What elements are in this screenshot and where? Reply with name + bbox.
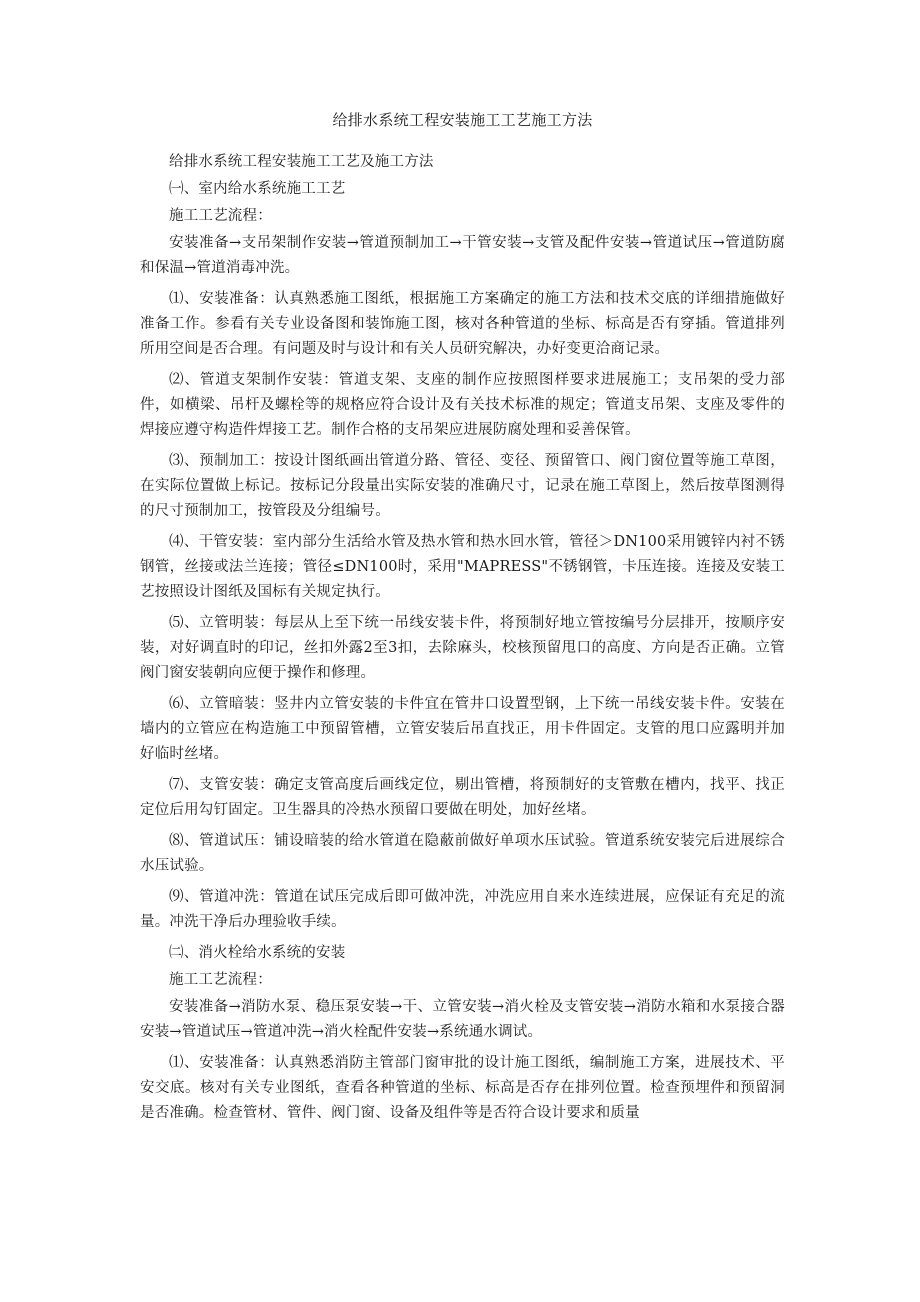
process-flow-steps-2: 安装准备→消防水泵、稳压泵安装→干、立管安装→消火栓及支管安装→消防水箱和水泵接合器安装→管道试压→管道冲洗→消火栓配件安装→系统通水调试。 [140, 999, 785, 1040]
paragraph-heading: 给排水系统工程安装施工工艺及施工方法 [169, 154, 434, 170]
step-6-concealed-riser: ⑹、立管暗装：竖井内立管安装的卡件宜在管井口设置型钢，上下统一吊线安装卡件。安装在墙内的立管应在构造施工中预留管槽，立管安装后吊直找正，用卡件固定。支管的甩口应露明并加好临时丝堵。 [140, 696, 785, 762]
process-flow-label-2: 施工工艺流程： [169, 972, 272, 988]
section-heading-indoor-water-supply: ㈠、室内给水系统施工工艺 [169, 181, 346, 197]
step-9-flushing: ⑼、管道冲洗：管道在试压完成后即可做冲洗，冲洗应用自来水连续进展，应保证有充足的流量。冲洗干净后办理验收手续。 [140, 889, 785, 930]
step-2-pipe-support: ⑵、管道支架制作安装：管道支架、支座的制作应按照图样要求进展施工；支吊架的受力部件，如横梁、吊杆及螺栓等的规格应符合设计及有关技术标准的规定；管道支吊架、支座及零件的焊接应遵守构造件焊接工艺。制作合格的支吊架应进展防腐处理和妥善保管。 [140, 372, 785, 438]
section-heading-fire-hydrant: ㈡、消火栓给水系统的安装 [169, 945, 346, 961]
step-3-prefabrication: ⑶、预制加工：按设计图纸画出管道分路、管径、变径、预留管口、阀门窗位置等施工草图，在实际位置做上标记。按标记分段量出实际安装的准确尺寸，记录在施工草图上，然后按草图测得的尺寸预制加工，按管段及分组编号。 [140, 453, 785, 519]
step-8-pressure-test: ⑻、管道试压：铺设暗装的给水管道在隐蔽前做好单项水压试验。管道系统安装完后进展综合水压试验。 [140, 833, 785, 874]
document-title: 给排水系统工程安装施工工艺施工方法 [332, 111, 593, 129]
step-5-exposed-riser: ⑸、立管明装：每层从上至下统一吊线安装卡件，将预制好地立管按编号分层排开，按顺序安装，对好调直时的印记，丝扣外露2至3扣，去除麻头，校核预留甩口的高度、方向是否正确。立管阀门窗安装朝向应便于操作和修理。 [140, 615, 785, 681]
fire-step-1-preparation: ⑴、安装准备：认真熟悉消防主管部门窗审批的设计施工图纸，编制施工方案，进展技术、平安交底。核对有关专业图纸，查看各种管道的坐标、标高是否存在排列位置。检查预埋件和预留洞是否准确。检查管材、管件、阀门窗、设备及组件等是否符合设计要求和质量 [140, 1055, 785, 1121]
process-flow-steps: 安装准备→支吊架制作安装→管道预制加工→干管安装→支管及配件安装→管道试压→管道防腐和保温→管道消毒冲洗。 [140, 235, 785, 276]
step-4-main-pipe: ⑷、干管安装：室内部分生活给水管及热水管和热水回水管，管径＞DN100采用镀锌内衬不锈钢管，丝接或法兰连接；管径≤DN100时，采用"MAPRESS"不锈钢管，卡压连接。连接及安装工艺按照设计图纸及国标有关规定执行。 [140, 534, 785, 600]
document-page [140, 108, 785, 1132]
process-flow-label: 施工工艺流程： [169, 208, 272, 224]
step-7-branch-pipe: ⑺、支管安装：确定支管高度后画线定位，剔出管槽，将预制好的支管敷在槽内，找平、找正定位后用勾钉固定。卫生器具的冷热水预留口要做在明处，加好丝堵。 [140, 777, 785, 818]
step-1-preparation: ⑴、安装准备：认真熟悉施工图纸，根据施工方案确定的施工方法和技术交底的详细措施做好准备工作。参看有关专业设备图和装饰施工图，核对各种管道的坐标、标高是否有穿插。管道排列所用空间是否合理。有问题及时与设计和有关人员研究解决，办好变更洽商记录。 [140, 291, 785, 357]
